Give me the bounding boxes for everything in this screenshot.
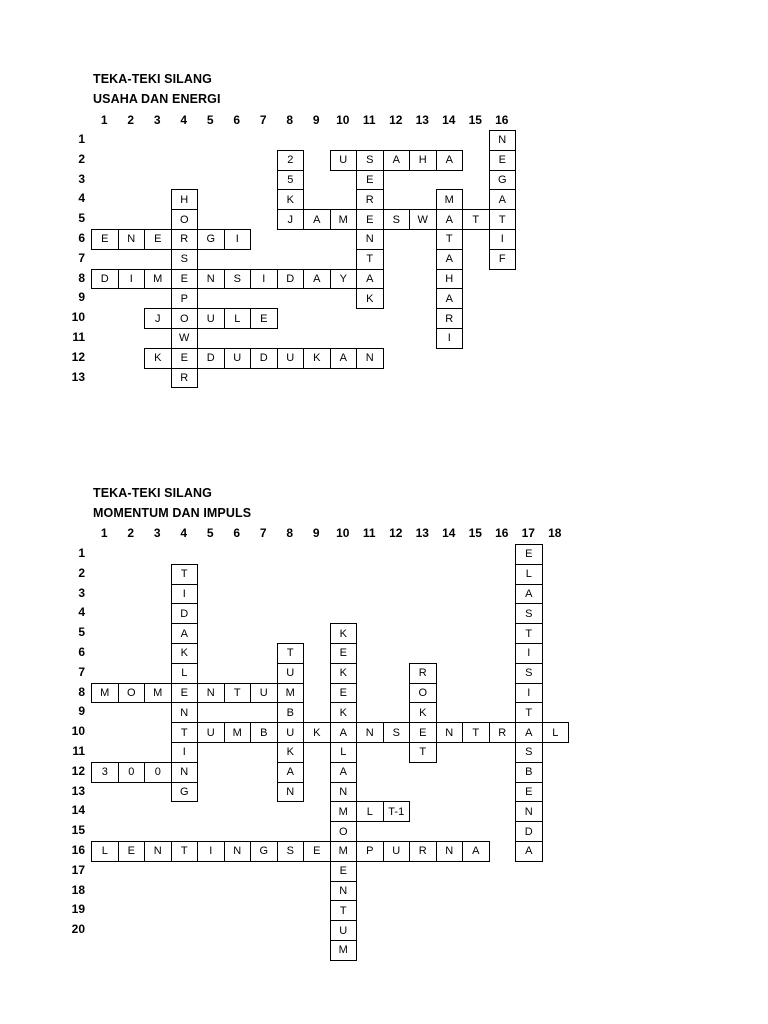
crossword-cell[interactable]: S <box>515 742 543 763</box>
crossword-cell[interactable]: N <box>515 801 543 822</box>
crossword-cell[interactable]: A <box>356 269 384 290</box>
crossword-cell[interactable]: E <box>489 150 517 171</box>
crossword-cell[interactable]: N <box>171 762 199 783</box>
row-number: 6 <box>78 645 85 659</box>
crossword-cell[interactable]: M <box>144 269 172 290</box>
crossword-cell[interactable]: U <box>224 348 252 369</box>
crossword-cell[interactable]: I <box>171 584 199 605</box>
crossword-cell[interactable]: E <box>171 348 199 369</box>
crossword-cell[interactable]: T <box>515 702 543 723</box>
row-number: 7 <box>78 250 85 265</box>
column-number: 4 <box>180 526 188 540</box>
row-number: 9 <box>78 290 85 305</box>
crossword-cell[interactable]: A <box>330 348 358 369</box>
column-number: 9 <box>312 113 320 127</box>
crossword-cell[interactable]: E <box>303 841 331 862</box>
column-number: 9 <box>312 526 320 540</box>
crossword-cell[interactable]: K <box>409 702 437 723</box>
crossword-cell[interactable]: H <box>409 150 437 171</box>
crossword-cell[interactable]: A <box>171 623 199 644</box>
crossword-cell[interactable]: E <box>330 643 358 664</box>
column-number: 16 <box>495 526 509 540</box>
crossword-cell[interactable]: 3 <box>91 762 119 783</box>
crossword-cell[interactable]: E <box>171 269 199 290</box>
crossword-cell[interactable]: T <box>409 742 437 763</box>
crossword-cell[interactable]: G <box>197 229 225 250</box>
crossword-cell[interactable]: R <box>171 229 199 250</box>
column-number: 12 <box>389 113 403 127</box>
crossword-cell[interactable]: U <box>250 683 278 704</box>
crossword-cell[interactable]: P <box>356 841 384 862</box>
column-number: 10 <box>336 113 350 127</box>
crossword-cell[interactable]: M <box>91 683 119 704</box>
crossword-cell[interactable]: K <box>277 189 305 210</box>
crossword-cell[interactable]: A <box>303 209 331 230</box>
crossword-cell[interactable]: T <box>462 722 490 743</box>
row-number: 1 <box>78 132 85 146</box>
crossword-cell[interactable]: A <box>436 249 464 270</box>
crossword-cell[interactable]: N <box>197 683 225 704</box>
crossword-cell[interactable]: D <box>91 269 119 290</box>
column-number: 3 <box>153 113 161 127</box>
crossword-cell[interactable]: R <box>436 308 464 329</box>
crossword-cell[interactable]: H <box>436 269 464 290</box>
row-number: 18 <box>71 882 85 897</box>
crossword-cell[interactable]: T <box>277 643 305 664</box>
crossword-cell[interactable]: O <box>171 308 199 329</box>
crossword-cell[interactable]: M <box>330 841 358 862</box>
crossword-cell[interactable]: P <box>171 288 199 309</box>
crossword-cell[interactable]: N <box>436 722 464 743</box>
crossword-cell[interactable]: U <box>330 920 358 941</box>
crossword-cell[interactable]: K <box>171 643 199 664</box>
crossword-cell[interactable]: B <box>515 762 543 783</box>
row-number: 4 <box>78 605 85 620</box>
row-number: 12 <box>71 763 85 778</box>
crossword-cell[interactable]: H <box>171 189 199 210</box>
crossword-cell[interactable]: A <box>330 762 358 783</box>
crossword-cell[interactable]: U <box>277 348 305 369</box>
crossword-cell[interactable]: L <box>356 801 384 822</box>
row-number: 12 <box>71 349 85 364</box>
crossword-cell[interactable]: A <box>515 722 543 743</box>
crossword-cell[interactable]: E <box>515 782 543 803</box>
crossword-cell[interactable]: S <box>383 209 411 230</box>
crossword-cell[interactable]: O <box>409 683 437 704</box>
crossword-cell[interactable]: G <box>250 841 278 862</box>
crossword-cell[interactable]: B <box>250 722 278 743</box>
row-number: 8 <box>78 684 85 699</box>
puzzle-subtitle: MOMENTUM DAN IMPULS <box>93 506 252 520</box>
column-number: 18 <box>548 526 562 540</box>
crossword-cell[interactable]: T <box>330 900 358 921</box>
crossword-cell[interactable]: A <box>436 288 464 309</box>
crossword-cell[interactable]: M <box>330 940 358 961</box>
crossword-cell[interactable]: N <box>224 841 252 862</box>
crossword-cell[interactable]: T <box>356 249 384 270</box>
crossword-cell[interactable]: K <box>330 663 358 684</box>
crossword-cell[interactable]: 2 <box>277 150 305 171</box>
crossword-cell[interactable]: L <box>330 742 358 763</box>
crossword-cell[interactable]: S <box>383 722 411 743</box>
row-number: 16 <box>71 843 85 857</box>
crossword-cell[interactable]: K <box>356 288 384 309</box>
crossword-cell[interactable]: T <box>171 564 199 585</box>
crossword-cell[interactable]: R <box>489 722 517 743</box>
crossword-cell[interactable]: L <box>171 663 199 684</box>
column-number: 6 <box>233 113 241 127</box>
row-number: 1 <box>78 546 85 560</box>
row-number: 19 <box>71 902 85 917</box>
crossword-cell[interactable]: T <box>489 209 517 230</box>
crossword-cell[interactable]: T <box>224 683 252 704</box>
puzzle-subtitle: USAHA DAN ENERGI <box>93 92 221 106</box>
crossword-cell[interactable]: 5 <box>277 170 305 191</box>
crossword-cell[interactable]: A <box>277 762 305 783</box>
crossword-cell[interactable]: L <box>224 308 252 329</box>
puzzle-title: TEKA-TEKI SILANG <box>93 486 212 500</box>
column-number: 14 <box>442 113 456 127</box>
crossword-cell[interactable]: E <box>171 683 199 704</box>
crossword-cell[interactable]: A <box>436 209 464 230</box>
crossword-cell[interactable]: E <box>91 229 119 250</box>
row-number: 20 <box>71 922 85 937</box>
crossword-cell[interactable]: K <box>303 348 331 369</box>
crossword-cell[interactable]: O <box>330 821 358 842</box>
crossword-cell[interactable]: M <box>144 683 172 704</box>
crossword-cell[interactable]: K <box>144 348 172 369</box>
crossword-cell[interactable]: G <box>171 782 199 803</box>
crossword-cell[interactable]: N <box>118 229 146 250</box>
crossword-cell[interactable]: S <box>515 663 543 684</box>
crossword-cell[interactable]: U <box>383 841 411 862</box>
row-number: 10 <box>71 724 85 739</box>
column-number: 8 <box>286 113 294 127</box>
row-number: 14 <box>71 803 85 818</box>
column-number: 2 <box>127 113 135 127</box>
column-number: 13 <box>415 113 429 127</box>
row-number: 5 <box>78 625 85 640</box>
crossword-cell[interactable]: T <box>515 623 543 644</box>
crossword-cell[interactable]: S <box>515 603 543 624</box>
column-number: 4 <box>180 113 188 127</box>
row-number: 11 <box>72 744 85 758</box>
column-number: 15 <box>468 526 482 540</box>
crossword-cell[interactable]: E <box>250 308 278 329</box>
crossword-cell[interactable]: S <box>277 841 305 862</box>
crossword-cell[interactable]: A <box>436 150 464 171</box>
crossword-cell[interactable]: N <box>171 702 199 723</box>
crossword-cell[interactable]: I <box>489 229 517 250</box>
crossword-cell[interactable]: L <box>515 564 543 585</box>
crossword-cell[interactable]: N <box>330 782 358 803</box>
crossword-cell[interactable]: E <box>330 861 358 882</box>
crossword-cell[interactable]: A <box>383 150 411 171</box>
crossword-cell[interactable]: O <box>118 683 146 704</box>
crossword-cell[interactable]: M <box>277 683 305 704</box>
crossword-cell[interactable]: O <box>171 209 199 230</box>
crossword-cell[interactable]: T <box>171 722 199 743</box>
crossword-cell[interactable]: I <box>224 229 252 250</box>
crossword-cell[interactable]: T-1 <box>383 801 411 822</box>
row-number: 5 <box>78 211 85 226</box>
crossword-cell[interactable]: N <box>356 348 384 369</box>
column-number: 5 <box>206 526 214 540</box>
column-number: 1 <box>100 113 108 127</box>
crossword-cell[interactable]: E <box>144 229 172 250</box>
column-number: 8 <box>286 526 294 540</box>
crossword-cell[interactable]: 0 <box>144 762 172 783</box>
crossword-cell[interactable]: A <box>489 189 517 210</box>
crossword-cell[interactable]: R <box>356 189 384 210</box>
row-number: 6 <box>78 231 85 245</box>
column-number: 2 <box>127 526 135 540</box>
crossword-cell[interactable]: E <box>330 683 358 704</box>
crossword-cell[interactable]: U <box>277 663 305 684</box>
crossword-cell[interactable]: W <box>409 209 437 230</box>
crossword-cell[interactable]: I <box>515 643 543 664</box>
column-number: 11 <box>362 526 376 540</box>
crossword-cell[interactable]: K <box>303 722 331 743</box>
crossword-cell[interactable]: E <box>409 722 437 743</box>
crossword-cell[interactable]: 0 <box>118 762 146 783</box>
row-number: 13 <box>71 369 85 384</box>
crossword-cell[interactable]: U <box>197 722 225 743</box>
crossword-cell[interactable]: E <box>515 544 543 565</box>
row-number: 13 <box>71 783 85 798</box>
crossword-cell[interactable]: I <box>171 742 199 763</box>
crossword-cell[interactable]: Y <box>330 269 358 290</box>
crossword-cell[interactable]: J <box>144 308 172 329</box>
crossword-cell[interactable]: K <box>277 742 305 763</box>
column-number: 1 <box>100 526 108 540</box>
row-number: 11 <box>72 330 85 344</box>
crossword-cell[interactable]: U <box>197 308 225 329</box>
crossword-cell[interactable]: R <box>171 368 199 389</box>
row-number: 2 <box>78 565 85 580</box>
crossword-cell[interactable]: D <box>171 603 199 624</box>
crossword-cell[interactable]: N <box>356 722 384 743</box>
crossword-cell[interactable]: E <box>356 209 384 230</box>
crossword-cell[interactable]: A <box>330 722 358 743</box>
puzzle-title: TEKA-TEKI SILANG <box>93 72 212 86</box>
column-number: 3 <box>153 526 161 540</box>
crossword-cell[interactable]: I <box>197 841 225 862</box>
crossword-cell[interactable]: N <box>277 782 305 803</box>
crossword-cell[interactable]: N <box>144 841 172 862</box>
row-number: 15 <box>71 823 85 838</box>
column-number: 16 <box>495 113 509 127</box>
crossword-cell[interactable]: M <box>436 189 464 210</box>
crossword-cell[interactable]: N <box>489 130 517 151</box>
row-number: 3 <box>78 171 85 186</box>
row-number: 4 <box>78 191 85 206</box>
crossword-cell[interactable]: N <box>330 881 358 902</box>
column-number: 15 <box>468 113 482 127</box>
column-number: 11 <box>362 113 376 127</box>
crossword-cell[interactable]: S <box>224 269 252 290</box>
column-number: 17 <box>521 526 535 540</box>
crossword-cell[interactable]: I <box>250 269 278 290</box>
crossword-cell[interactable]: E <box>356 170 384 191</box>
crossword-cell[interactable]: S <box>171 249 199 270</box>
row-number: 10 <box>71 310 85 325</box>
crossword-cell[interactable]: U <box>330 150 358 171</box>
crossword-cell[interactable]: T <box>171 841 199 862</box>
crossword-cell[interactable]: A <box>515 841 543 862</box>
column-number: 10 <box>336 526 350 540</box>
crossword-cell[interactable]: L <box>542 722 570 743</box>
crossword-cell[interactable]: S <box>356 150 384 171</box>
row-number: 9 <box>78 704 85 719</box>
crossword-cell[interactable]: G <box>489 170 517 191</box>
crossword-cell[interactable]: R <box>409 841 437 862</box>
row-number: 17 <box>71 862 85 877</box>
crossword-cell[interactable]: B <box>277 702 305 723</box>
crossword-cell[interactable]: L <box>91 841 119 862</box>
crossword-cell[interactable]: A <box>462 841 490 862</box>
crossword-cell[interactable]: D <box>250 348 278 369</box>
crossword-cell[interactable]: F <box>489 249 517 270</box>
column-number: 7 <box>259 113 267 127</box>
crossword-cell[interactable]: U <box>277 722 305 743</box>
column-number: 7 <box>259 526 267 540</box>
crossword-cell[interactable]: I <box>118 269 146 290</box>
crossword-cell[interactable]: E <box>118 841 146 862</box>
crossword-cell[interactable]: M <box>330 209 358 230</box>
crossword-cell[interactable]: K <box>330 702 358 723</box>
column-number: 13 <box>415 526 429 540</box>
crossword-cell[interactable]: M <box>330 801 358 822</box>
crossword-cell[interactable]: K <box>330 623 358 644</box>
crossword-cell[interactable]: J <box>277 209 305 230</box>
row-number: 3 <box>78 585 85 600</box>
column-number: 5 <box>206 113 214 127</box>
crossword-cell[interactable]: T <box>436 229 464 250</box>
crossword-cell[interactable]: D <box>515 821 543 842</box>
crossword-cell[interactable]: A <box>515 584 543 605</box>
crossword-cell[interactable]: M <box>224 722 252 743</box>
crossword-cell[interactable]: W <box>171 328 199 349</box>
crossword-cell[interactable]: I <box>515 683 543 704</box>
row-number: 2 <box>78 151 85 166</box>
column-number: 6 <box>233 526 241 540</box>
row-number: 8 <box>78 270 85 285</box>
crossword-cell[interactable]: N <box>356 229 384 250</box>
crossword-cell[interactable]: N <box>436 841 464 862</box>
crossword-cell[interactable]: I <box>436 328 464 349</box>
column-number: 12 <box>389 526 403 540</box>
row-number: 7 <box>78 664 85 679</box>
crossword-cell[interactable]: N <box>197 269 225 290</box>
crossword-cell[interactable]: D <box>197 348 225 369</box>
crossword-cell[interactable]: R <box>409 663 437 684</box>
crossword-cell[interactable]: D <box>277 269 305 290</box>
column-number: 14 <box>442 526 456 540</box>
crossword-cell[interactable]: A <box>303 269 331 290</box>
crossword-cell[interactable]: T <box>462 209 490 230</box>
